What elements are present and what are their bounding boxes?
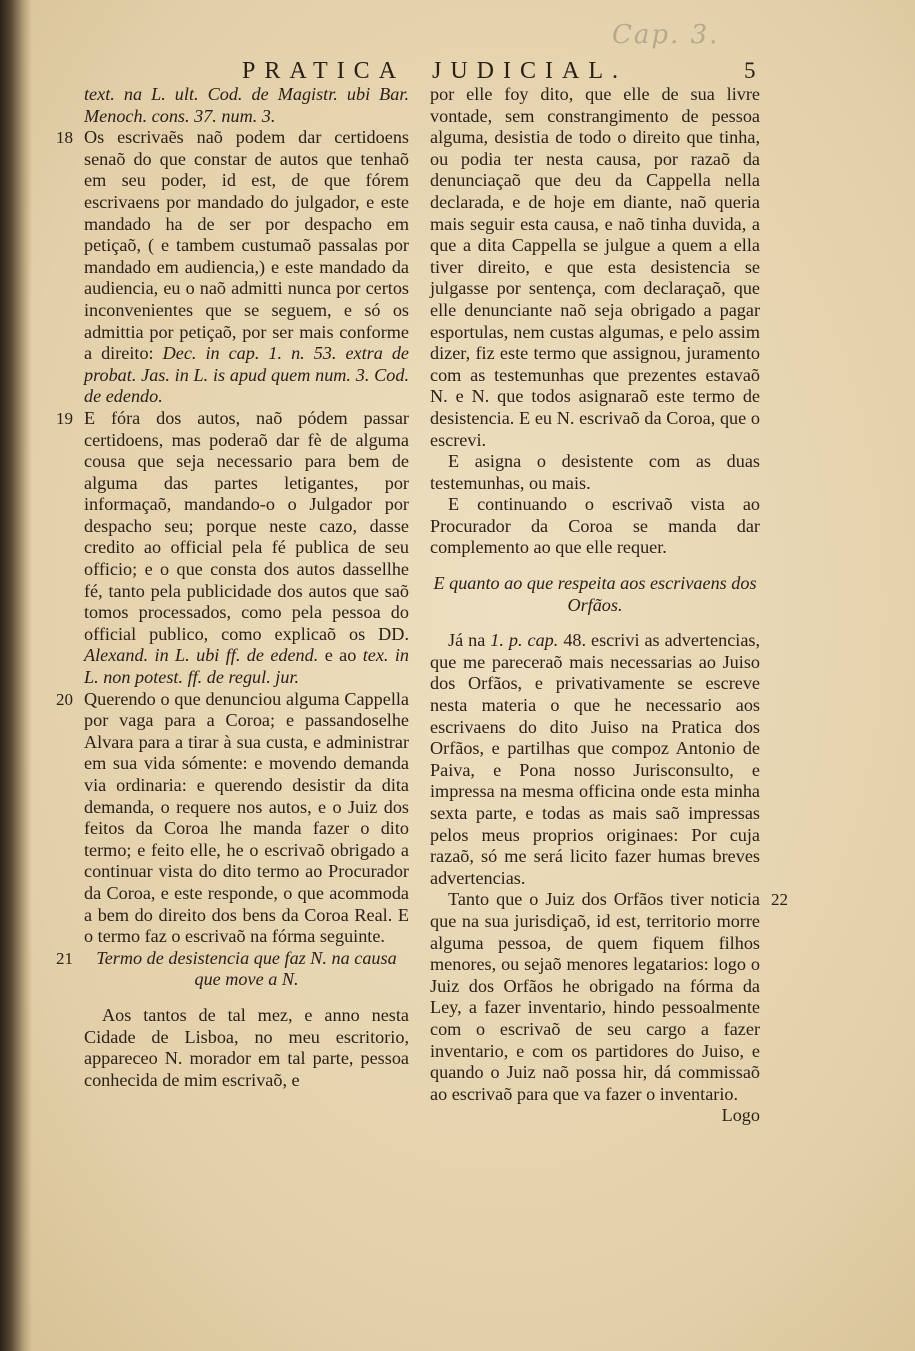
paragraph-text: E asigna o desistente com as duas testemunhas, ou mais. — [430, 451, 760, 493]
paragraph-text: E continuando o escrivaõ vista ao Procurador da Coroa se manda dar complemento ao que elle requer. — [430, 494, 760, 558]
paragraph-text: E fóra dos autos, naõ pódem passar certidoens, mas poderaõ dar fè de alguma cousa que seja necessario para bem de alguma das partes letigantes, por informaçaõ, mandando-o o Julgador por despacho seu; porque neste cazo, dasse credito ao official pela fé publica de seu officio; e o que consta dos autos dassellhe fé, tanto pela publicidade dos autos que saõ tomos processados, como pela pessoa do official publico, como explicaõ os DD. — [84, 407, 409, 644]
paragraph-text: Querendo o que denunciou alguma Cappella por vaga para a Coroa; e passandoselhe Alvara para a tirar à sua custa, e administrar em sua vida sómente: e movendo demanda via ordinaria: e querendo desistir da dita demanda, o requere nos autos, e o Juiz dos feitos da Coroa lhe manda fazer o dito termo; e feito elle, he o escrivaõ obrigado a continuar vista do dito termo ao Procurador da Coroa, e este responde, o que acommoda a bem do direito dos bens da Coroa Real. E o termo faz o escrivaõ na fórma seguinte. — [84, 688, 409, 947]
paragraph-18 — [56, 127, 409, 408]
citation: Dec. in cap. 1. n. 53. extra de probat. Jas. in L. is apud quem num. 3. Cod. de edendo. — [84, 343, 409, 407]
page-number: 5 — [744, 58, 756, 83]
paragraph-number: 21 — [56, 948, 73, 968]
catchword: Logo — [721, 1105, 760, 1126]
paragraph-text: Já na — [448, 630, 486, 651]
right-column — [430, 84, 788, 1127]
paragraph-19 — [56, 407, 409, 689]
paragraph-text: Tanto que o Juiz dos Orfãos tiver noticia que na sua jurisdiçaõ, id est, territorio morre alguma pessoa, de quem fiquem filhos menores, ou sejaõ menores legatarios: logo o Juiz dos Orfãos he obrigado na fórma da Ley, a fazer inventario, hindo pessoalmente com o escrivaõ de seu cargo a fazer inventario, e com os partidores do Juiso, e quando o Juiz naõ possa hir, dá commissaõ ao escrivaõ para que va fazer o inventario. — [430, 889, 760, 1104]
paragraph-20 — [56, 688, 409, 948]
paragraph-number: 19 — [56, 408, 73, 428]
paragraph-text: Aos tantos de tal mez, e anno nesta Cidade de Lisboa, no meu escritorio, appareceo N. morador em tal parte, pessoa conhecida de mim escrivaõ, e — [84, 1004, 409, 1090]
paragraph-number: 20 — [56, 689, 73, 709]
manuscript-annotation: Cap. 3. — [612, 20, 720, 50]
citation: tex. in L. non potest. ff. de regul. jur. — [84, 645, 409, 688]
paragraph-number: 18 — [56, 128, 73, 148]
citation: Alexand. in L. ubi ff. de edend. — [84, 645, 319, 666]
running-head-right: JUDICIAL. — [432, 58, 627, 84]
citation-continued: text. na L. ult. Cod. de Magistr. ubi Bar. Menoch. cons. 37. num. 3. — [84, 84, 409, 126]
paragraph-21 — [56, 947, 409, 991]
citation: 1. p. cap. — [490, 630, 559, 651]
section-heading: Termo de desistencia que faz N. na causa que move a N. — [96, 947, 397, 990]
running-head-left: PRATICA — [242, 58, 406, 84]
book-gutter — [0, 0, 32, 1351]
paragraph-22 — [430, 889, 788, 1105]
paragraph-number: 22 — [771, 890, 788, 910]
paragraph-text: e ao — [324, 645, 357, 666]
section-heading: E quanto ao que respeita aos escrivaens dos Orfãos. — [433, 573, 757, 615]
paragraph-text: 48. escrivi as advertencias, que me pareceraõ mais necessarias ao Juiso dos Orfãos, e privativamente se escreve nesta materia o que he necessario aos escrivaens do dito Juiso na Pratica dos Orfãos, e partilhas que compoz Antonio de Paiva, e Pona nosso Jurisconsulto, e impressa na mesma officina onde esta minha sexta parte, e todas as mais saõ impressas pelos meus proprios originaes: Por cuja razaõ, só me será licito fazer humas breves advertencias. — [430, 630, 761, 888]
paragraph-text: Os escrivaẽs naõ podem dar certidoens senaõ do que constar de autos que tenhaõ em seu poder, id est, de que fórem escrivaens por mandado do julgador, e este mandado ha de ser por despacho em petiçaõ, ( e tambem custumaõ passalas por mandado em audiencia,) e este mandado da audiencia, eu o naõ admitti nunca por certos inconvenientes que se seguem, e só os admittia por petiçaõ, por ser mais conforme a direito: — [84, 127, 409, 364]
left-column — [56, 84, 409, 1091]
paragraph-text: por elle foy dito, que elle de sua livre vontade, sem constrangimento de pessoa alguma, desistia de todo o direito que tinha, ou podia ter nesta causa, por razaõ da denunciaçaõ que deu da Cappella nella declarada, e de hoje em diante, naõ queria mais seguir esta causa, e naõ tinha duvida, a que a dita Cappella se julgue a quem a ella tiver direito, e que esta desistencia se julgasse por sentença, com declaraçaõ, que elle denunciante naõ seja obrigado a pagar esportulas, nem custas algumas, e pelo assim dizer, fiz este termo que assignou, juramento com as testemunhas que prezentes estavaõ N. e N. que todos asignaraõ este termo de desistencia. E eu N. escrivaõ da Coroa, que o escrevi. — [430, 84, 760, 450]
